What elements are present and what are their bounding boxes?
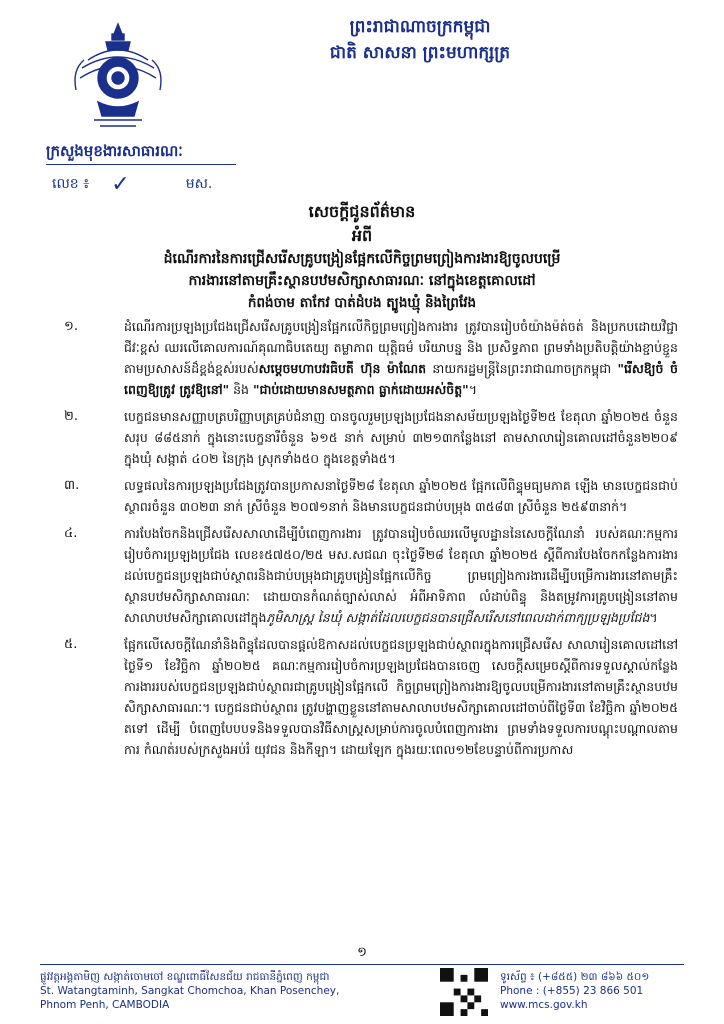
list-item	[38, 475, 678, 517]
title-line-3: ដំណើរការនៃការជ្រើសរើសគ្រូបង្រៀនផ្អែកលើកិច្ចព្រមព្រៀងការងារឱ្យចូលបម្រើ	[163, 251, 561, 267]
item-text-italic: ភូមិសាស្ត្រ នៃឃុំ សង្កាត់ដែលបេក្ខជនបានជ្រើសរើសនៅពេលដាក់ពាក្យប្រឡងប្រជែង	[266, 610, 650, 625]
item-text-a: ការបែងចែកនិងជ្រើសរើសសាលាដើម្បីបំពេញការងារ ត្រូវបានរៀបចំឈរលើមូលដ្ឋាននៃសេចក្តីណែនាំ របស់គណៈកម្មការរៀបចំការប្រឡងប្រជែង លេខ៖៥៧៥០/២៥ មស.សជណ ចុះថ្ងៃទី២៨ ខែតុលា ឆ្នាំ២០២៥ ស្តីពីការបែងចែកកន្លែងការងារដល់បេក្ខជនប្រឡងជាប់ស្ថាពរនិងជាប់បម្រុងជាគ្រូបង្រៀនផ្អែកលើកិច្ច ព្រមព្រៀងការងារដើម្បីបម្រើការងារនៅតាមគ្រឹះស្ថានបឋមសិក្សាសាធារណៈ ដោយបានកំណត់ច្បាស់លាស់ អំពីអាទិភាព លំដាប់ពិន្ទុ និងតម្រូវការគ្រូបង្រៀននៅតាមសាលាបឋមសិក្សាគោលដៅក្នុង	[124, 526, 678, 625]
check-icon: ✓	[111, 172, 130, 197]
ministry-name: ក្រសួងមុខងារសាធារណៈ	[46, 142, 183, 160]
title-line-1: សេចក្តីជូនព័ត៌មាន	[308, 202, 416, 221]
list-item	[38, 523, 678, 628]
item-number: ២.	[64, 409, 78, 424]
phone-km: ទូរស័ព្ទ ៖ (+៨៥៥) ២៣ ៨៦៦ ៥០១	[500, 971, 650, 983]
phone-en: Phone : (+855) 23 866 501	[500, 985, 644, 997]
item-number: ៤.	[64, 526, 78, 541]
address-en-1: St. Watangtaminh, Sangkat Chomchoa, Khan Posenchey,	[40, 985, 340, 997]
item-text-g: ។	[468, 382, 477, 397]
reference-label: លេខ ៖	[52, 176, 90, 192]
qr-code-icon	[440, 968, 488, 1016]
footer-divider	[40, 964, 684, 965]
website-link[interactable]: www.mcs.gov.kh	[500, 999, 588, 1011]
item-text-bold: សម្តេចមហាបវរធិបតី ហ៊ុន ម៉ាណែត	[258, 361, 427, 376]
item-text	[124, 523, 678, 628]
footer-contact	[500, 970, 649, 1012]
item-text: លទ្ធផលនៃការប្រឡងប្រជែងត្រូវបានប្រកាសនាថ្ងៃទី២៨ ខែតុលា ឆ្នាំ២០២៥ ផ្អែកលើពិន្ទុមធ្យមភាគ ឡើង មានបេក្ខជនជាប់ស្ថាពរចំនួន ៣០២៣ នាក់ ស្រីចំនួន ២០៧១នាក់ និងមានបេក្ខជនជាប់បម្រុង ៣៥៨៣ ស្រីចំនួន ២៥៩៣នាក់។	[124, 478, 678, 514]
item-text: បេក្ខជនមានសញ្ញាបត្របរិញ្ញាបត្រគ្រប់ជំនាញ បានចូលរួមប្រឡងប្រជែងនាសម័យប្រឡងថ្ងៃទី២៥ ខែតុលា ឆ្នាំ២០២៥ ចំនួនសរុប ៨៨៥នាក់ ក្នុងនោះបេក្ខនារីចំនួន ៦១៥ នាក់ សម្រាប់ ៣២១៣កន្លែងនៅ តាមសាលារៀនគោលដៅចំនួន២២០៩ ក្នុងឃុំ សង្កាត់ ៤០២ នៃក្រុង ស្រុកទាំង៥០ ក្នុងខេត្តទាំង៥។	[124, 409, 678, 466]
reference-suffix: មស.	[185, 176, 213, 192]
list-item	[38, 316, 678, 400]
item-text-a: ដំណើរការប្រឡងប្រជែងជ្រើសរើសគ្រូបង្រៀនផ្អែកលើកិច្ចព្រមព្រៀងការងារ ត្រូវបានរៀបចំយ៉ាងម៉ត់ចត់ និងប្រកបដោយវិជ្ជាជីវៈខ្ពស់ ឈរលើគោលការណ៍គុណាធិបតេយ្យ តម្លាភាព យុត្តិធម៌ បរិយាបន្ន និង ប្រសិទ្ធភាព ព្រមទាំងប្រតិបត្តិយ៉ាងខ្ជាប់ខ្ជួនតាមប្រសាសន៍ដ៏ខ្ពង់ខ្ពស់របស់	[124, 319, 678, 376]
list-item	[38, 406, 678, 469]
kingdom-line-1: ព្រះរាជាណាចក្រកម្ពុជា	[349, 17, 491, 37]
reference-line	[52, 172, 212, 197]
address-en-2: Phnom Penh, CAMBODIA	[40, 999, 170, 1011]
list-item	[38, 634, 678, 760]
item-text-c: ។	[649, 610, 658, 625]
item-text: ផ្អែកលើសេចក្តីណែនាំនិងពិន្ទុដែលបានផ្តល់ឱកាសដល់បេក្ខជនប្រឡងជាប់ស្ថាពរក្នុងការជ្រើសរើស សាលារៀនគោលដៅនៅថ្ងៃទី១ ខែវិច្ឆិកា ឆ្នាំ២០២៥ គណៈកម្មការរៀបចំការប្រឡងប្រជែងបានចេញ សេចក្តីសម្រេចស្តីពីការទទួលស្គាល់កន្លែងការងាររបស់បេក្ខជនប្រឡងជាប់ស្ថាពរជាគ្រូបង្រៀនផ្អែកលើ កិច្ចព្រមព្រៀងការងារឱ្យចូលបម្រើការងារនៅតាមគ្រឹះស្ថានបឋមសិក្សាសាធារណៈ។ បេក្ខជនជាប់ស្ថាពរ ត្រូវបង្ហាញខ្លួននៅតាមសាលាបឋមសិក្សាគោលដៅចាប់ពីថ្ងៃទី៣ ខែវិច្ឆិកា ឆ្នាំ២០២៥ តទៅ ដើម្បី បំពេញបែបបទនិងទទួលបានវិធីសាស្ត្រសម្រាប់ការចូលបំពេញការងារ ព្រមទាំងទទួលការបណ្តុះបណ្តាលតាមការ កំណត់របស់ក្រសួងអប់រំ យុវជន និងកីឡា។ ដោយឡែក ក្នុងរយៈពេល១២ខែបន្ទាប់ពីការប្រកាស	[124, 637, 678, 757]
kingdom-header	[240, 14, 600, 66]
title-line-2: អំពី	[351, 226, 373, 245]
title-line-4: ការងារនៅតាមគ្រឹះស្ថានបឋមសិក្សាសាធារណៈ នៅក្នុងខេត្តគោលដៅ	[188, 273, 536, 289]
document-title	[60, 200, 664, 314]
item-text-c: នាយករដ្ឋមន្ត្រីនៃព្រះរាជាណាចក្រកម្ពុជា	[426, 361, 618, 376]
numbered-items	[38, 316, 678, 766]
ministry-divider	[46, 164, 236, 165]
ministry-emblem-icon	[70, 20, 166, 132]
item-number: ៣.	[64, 478, 80, 493]
item-quote-2: "ជាប់ដោយមានសមត្ថភាព ធ្លាក់ដោយអស់ចិត្ត"	[252, 382, 469, 397]
kingdom-line-2: ជាតិ សាសនា ព្រះមហាក្សត្រ	[329, 43, 511, 63]
address-km: ផ្លូវវត្តអង្គតាមិញ សង្កាត់ចោមចៅ ខណ្ឌពោធិ៍សែនជ័យ រាជធានីភ្នំពេញ កម្ពុជា	[40, 971, 330, 983]
item-text-e: និង	[229, 382, 253, 397]
title-line-5: កំពង់ចាម តាកែវ បាត់ដំបង ត្បូងឃ្មុំ និងព្រៃវែង	[247, 295, 477, 311]
item-quote-1: "រើសឱ្យចំ ចំពេញឱ្យត្រូវ ត្រូវឱ្យនៅ"	[124, 361, 678, 397]
item-number: ៥.	[64, 637, 78, 652]
item-number: ១.	[64, 319, 78, 334]
item-text	[124, 316, 678, 400]
page-number: ១	[357, 945, 367, 960]
footer-address	[40, 970, 339, 1012]
